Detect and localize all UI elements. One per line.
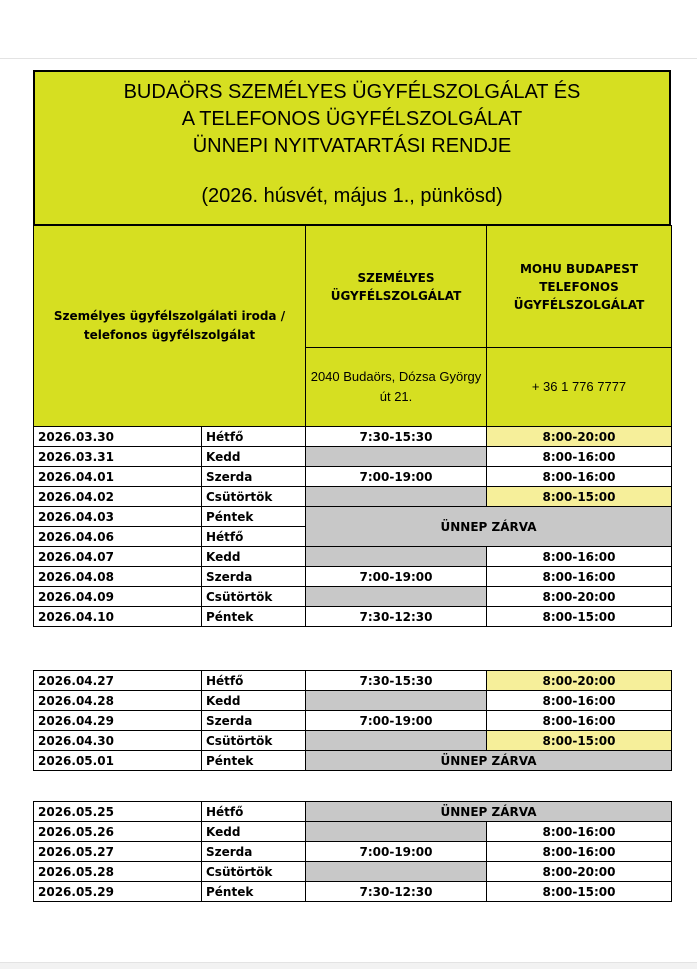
date-cell: 2026.03.31 bbox=[34, 447, 202, 467]
holiday-closed-cell: ÜNNEP ZÁRVA bbox=[306, 802, 672, 822]
day-cell: Hétfő bbox=[202, 802, 306, 822]
date-cell: 2026.04.01 bbox=[34, 467, 202, 487]
date-cell: 2026.05.01 bbox=[34, 751, 202, 771]
phone-hours-cell: 8:00-16:00 bbox=[487, 691, 672, 711]
date-cell: 2026.04.06 bbox=[34, 527, 202, 547]
date-cell: 2026.04.02 bbox=[34, 487, 202, 507]
phone-hours-cell: 8:00-15:00 bbox=[487, 731, 672, 751]
date-cell: 2026.03.30 bbox=[34, 427, 202, 447]
date-cell: 2026.04.28 bbox=[34, 691, 202, 711]
header-subtitle: (2026. húsvét, május 1., pünkösd) bbox=[201, 185, 503, 207]
day-cell: Kedd bbox=[202, 691, 306, 711]
day-cell: Csütörtök bbox=[202, 731, 306, 751]
date-cell: 2026.05.27 bbox=[34, 842, 202, 862]
date-cell: 2026.04.03 bbox=[34, 507, 202, 527]
day-cell: Kedd bbox=[202, 547, 306, 567]
phone-hours-cell: 8:00-16:00 bbox=[487, 467, 672, 487]
personal-closed-cell bbox=[306, 862, 487, 882]
schedule-table-may-1 bbox=[33, 670, 672, 771]
day-cell: Péntek bbox=[202, 507, 306, 527]
column-header-personal: SZEMÉLYES ÜGYFÉLSZOLGÁLAT bbox=[306, 226, 487, 348]
table-row bbox=[34, 547, 672, 567]
table-row bbox=[34, 882, 672, 902]
day-cell: Kedd bbox=[202, 822, 306, 842]
table-row bbox=[34, 751, 672, 771]
day-cell: Hétfő bbox=[202, 427, 306, 447]
personal-hours-cell: 7:30-15:30 bbox=[306, 671, 487, 691]
personal-hours-cell: 7:00-19:00 bbox=[306, 567, 487, 587]
personal-hours-cell: 7:30-15:30 bbox=[306, 427, 487, 447]
phone-hours-cell: 8:00-20:00 bbox=[487, 671, 672, 691]
day-cell: Csütörtök bbox=[202, 587, 306, 607]
column-header-phone: MOHU BUDAPEST TELEFONOS ÜGYFÉLSZOLGÁLAT bbox=[487, 226, 672, 348]
personal-closed-cell bbox=[306, 822, 487, 842]
day-cell: Szerda bbox=[202, 467, 306, 487]
header-title-line-1: BUDAÖRS SZEMÉLYES ÜGYFÉLSZOLGÁLAT ÉS bbox=[123, 81, 581, 103]
schedule-table-pentecost bbox=[33, 801, 672, 902]
day-cell: Kedd bbox=[202, 447, 306, 467]
personal-closed-cell bbox=[306, 587, 487, 607]
date-cell: 2026.05.25 bbox=[34, 802, 202, 822]
holiday-closed-cell: ÜNNEP ZÁRVA bbox=[306, 751, 672, 771]
phone-hours-cell: 8:00-16:00 bbox=[487, 447, 672, 467]
personal-closed-cell bbox=[306, 547, 487, 567]
header-title-line-2: A TELEFONOS ÜGYFÉLSZOLGÁLAT bbox=[181, 108, 523, 130]
table-row bbox=[34, 567, 672, 587]
personal-hours-cell: 7:00-19:00 bbox=[306, 467, 487, 487]
day-cell: Csütörtök bbox=[202, 862, 306, 882]
table-row bbox=[34, 822, 672, 842]
phone-hours-cell: 8:00-16:00 bbox=[487, 842, 672, 862]
table-row bbox=[34, 711, 672, 731]
table-row bbox=[34, 671, 672, 691]
day-cell: Péntek bbox=[202, 607, 306, 627]
day-cell: Hétfő bbox=[202, 527, 306, 547]
table-row bbox=[34, 507, 672, 527]
table-row bbox=[34, 587, 672, 607]
day-cell: Szerda bbox=[202, 842, 306, 862]
phone-hours-cell: 8:00-20:00 bbox=[487, 862, 672, 882]
phone-hours-cell: 8:00-15:00 bbox=[487, 487, 672, 507]
table-row bbox=[34, 447, 672, 467]
table-row bbox=[34, 487, 672, 507]
date-cell: 2026.04.07 bbox=[34, 547, 202, 567]
personal-hours-cell: 7:30-12:30 bbox=[306, 607, 487, 627]
personal-hours-cell: 7:00-19:00 bbox=[306, 711, 487, 731]
date-cell: 2026.04.09 bbox=[34, 587, 202, 607]
personal-closed-cell bbox=[306, 731, 487, 751]
date-cell: 2026.05.26 bbox=[34, 822, 202, 842]
table-row bbox=[34, 607, 672, 627]
table-row bbox=[34, 862, 672, 882]
phone-hours-cell: 8:00-16:00 bbox=[487, 547, 672, 567]
row-label-cell: Személyes ügyfélszolgálati iroda / telefonos ügyfélszolgálat bbox=[34, 226, 306, 427]
personal-hours-cell: 7:00-19:00 bbox=[306, 842, 487, 862]
schedule-table-easter bbox=[33, 225, 672, 627]
document-header bbox=[33, 70, 671, 226]
table-row bbox=[34, 467, 672, 487]
table-row bbox=[34, 802, 672, 822]
day-cell: Csütörtök bbox=[202, 487, 306, 507]
phone-hours-cell: 8:00-15:00 bbox=[487, 882, 672, 902]
viewer-top-bar bbox=[0, 0, 697, 59]
date-cell: 2026.05.28 bbox=[34, 862, 202, 882]
phone-hours-cell: 8:00-16:00 bbox=[487, 822, 672, 842]
phone-hours-cell: 8:00-20:00 bbox=[487, 427, 672, 447]
date-cell: 2026.04.08 bbox=[34, 567, 202, 587]
table-header-row bbox=[34, 226, 672, 348]
table-row bbox=[34, 691, 672, 711]
phone-hours-cell: 8:00-15:00 bbox=[487, 607, 672, 627]
phone-hours-cell: 8:00-16:00 bbox=[487, 711, 672, 731]
personal-closed-cell bbox=[306, 691, 487, 711]
day-cell: Péntek bbox=[202, 882, 306, 902]
personal-closed-cell bbox=[306, 447, 487, 467]
date-cell: 2026.04.29 bbox=[34, 711, 202, 731]
day-cell: Hétfő bbox=[202, 671, 306, 691]
phone-number-cell: + 36 1 776 7777 bbox=[487, 348, 672, 427]
date-cell: 2026.04.30 bbox=[34, 731, 202, 751]
address-cell: 2040 Budaörs, Dózsa György út 21. bbox=[306, 348, 487, 427]
day-cell: Szerda bbox=[202, 567, 306, 587]
phone-hours-cell: 8:00-20:00 bbox=[487, 587, 672, 607]
phone-hours-cell: 8:00-16:00 bbox=[487, 567, 672, 587]
date-cell: 2026.04.27 bbox=[34, 671, 202, 691]
personal-hours-cell: 7:30-12:30 bbox=[306, 882, 487, 902]
personal-closed-cell bbox=[306, 487, 487, 507]
table-row bbox=[34, 731, 672, 751]
day-cell: Szerda bbox=[202, 711, 306, 731]
date-cell: 2026.05.29 bbox=[34, 882, 202, 902]
holiday-closed-cell: ÜNNEP ZÁRVA bbox=[306, 507, 672, 547]
date-cell: 2026.04.10 bbox=[34, 607, 202, 627]
table-row bbox=[34, 842, 672, 862]
header-title-line-3: ÜNNEPI NYITVATARTÁSI RENDJE bbox=[192, 135, 512, 157]
table-row bbox=[34, 427, 672, 447]
day-cell: Péntek bbox=[202, 751, 306, 771]
